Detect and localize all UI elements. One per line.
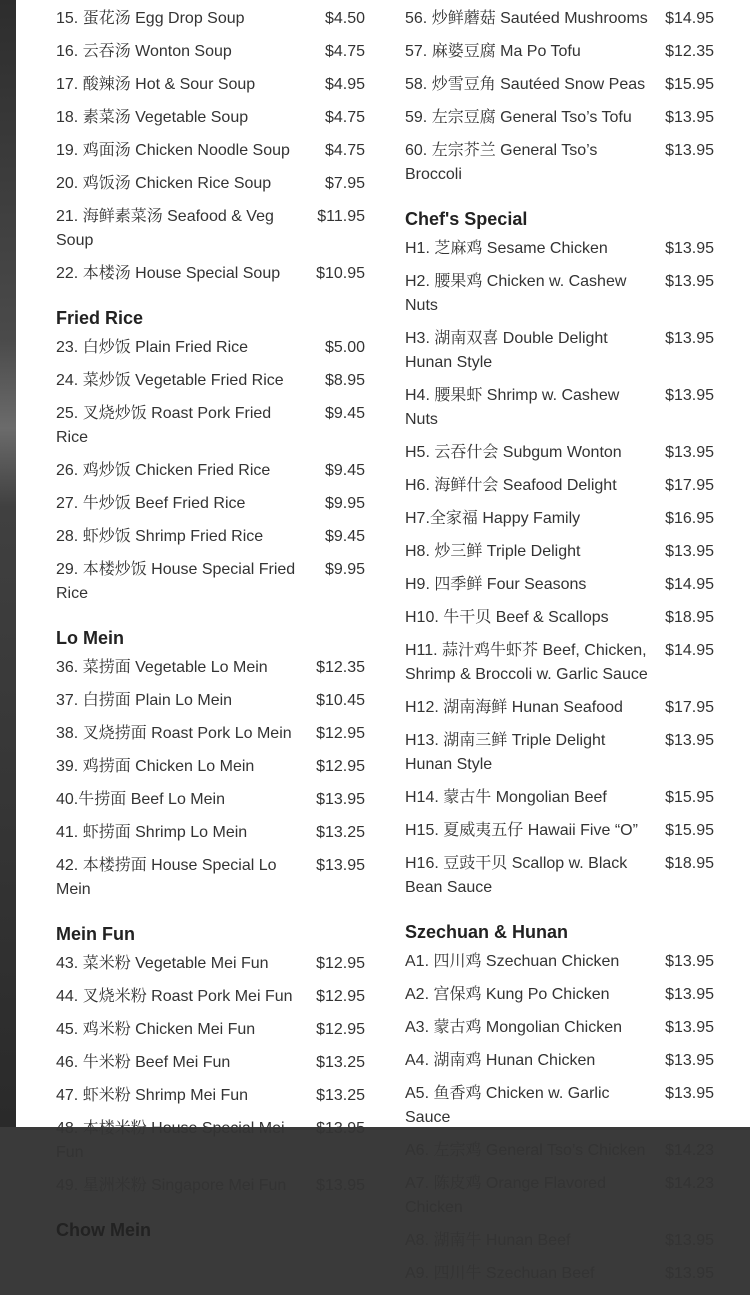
- menu-item-name: 28. 虾炒饭 Shrimp Fried Rice: [56, 528, 264, 545]
- menu-item-price: $13.25: [316, 824, 365, 841]
- menu-item-price: $13.95: [316, 791, 365, 808]
- menu-item: [405, 573, 714, 606]
- menu-item: [405, 1229, 714, 1262]
- menu-column-right: [405, 7, 714, 1295]
- menu-item-price: $13.95: [665, 273, 714, 290]
- menu-item-name: H12. 湖南海鲜 Hunan Seafood: [405, 699, 623, 716]
- menu-item: [405, 540, 714, 573]
- menu-item-name: 57. 麻婆豆腐 Ma Po Tofu: [405, 43, 581, 60]
- menu-item-name: A9. 四川牛 Szechuan Beef: [405, 1265, 595, 1282]
- menu-page: [16, 0, 750, 1282]
- menu-item: [405, 786, 714, 819]
- menu-item-price: $11.95: [317, 208, 365, 225]
- menu-item: [56, 40, 365, 73]
- menu-item: [405, 139, 714, 196]
- menu-item-name: 44. 叉烧米粉 Roast Pork Mei Fun: [56, 988, 293, 1005]
- menu-item-price: $13.95: [665, 1232, 714, 1249]
- section-title: Lo Mein: [56, 628, 124, 648]
- menu-item: [56, 369, 365, 402]
- menu-item-name: A5. 鱼香鸡 Chicken w. Garlic Sauce: [405, 1085, 610, 1126]
- menu-item: [56, 172, 365, 205]
- menu-item-price: $8.95: [324, 372, 365, 389]
- menu-item-name: 36. 菜捞面 Vegetable Lo Mein: [56, 659, 268, 676]
- menu-item-price: $13.95: [665, 444, 714, 461]
- menu-item-name: A7. 陈皮鸡 Orange Flavored Chicken: [405, 1175, 606, 1216]
- menu-item-price: $13.95: [665, 142, 714, 159]
- menu-item: [405, 606, 714, 639]
- menu-item: [405, 1082, 714, 1139]
- menu-item: [56, 821, 365, 854]
- menu-item-price: $14.95: [665, 642, 714, 659]
- menu-item-name: A6. 左宗鸡 General Tso’s Chicken: [405, 1142, 646, 1159]
- menu-item: [405, 327, 714, 384]
- menu-item: [405, 73, 714, 106]
- menu-item: [56, 656, 365, 689]
- menu-item: [405, 270, 714, 327]
- menu-item-price: $13.95: [665, 330, 714, 347]
- menu-item-name: H14. 蒙古牛 Mongolian Beef: [405, 789, 607, 806]
- menu-item-price: $13.95: [665, 732, 714, 749]
- menu-item-price: $17.95: [665, 477, 714, 494]
- menu-item-price: $10.95: [316, 265, 365, 282]
- menu-item-name: 25. 叉烧炒饭 Roast Pork Fried Rice: [56, 405, 272, 446]
- section-title: Mein Fun: [56, 924, 135, 944]
- menu-item-name: 20. 鸡饭汤 Chicken Rice Soup: [56, 175, 272, 192]
- menu-item: [405, 696, 714, 729]
- menu-item: [56, 1174, 365, 1207]
- menu-item-price: $4.75: [324, 142, 365, 159]
- menu-item-name: 48. 本楼米粉 House Special Mei Fun: [56, 1120, 285, 1161]
- menu-item-name: 49. 星洲米粉 Singapore Mei Fun: [56, 1177, 287, 1194]
- menu-item-price: $13.95: [316, 1120, 365, 1137]
- menu-item: [56, 722, 365, 755]
- menu-item-name: H8. 炒三鲜 Triple Delight: [405, 543, 581, 560]
- menu-item: [56, 73, 365, 106]
- menu-item: [56, 1117, 365, 1174]
- menu-item-price: $15.95: [665, 822, 714, 839]
- menu-item: [56, 402, 365, 459]
- menu-item-name: H10. 牛干贝 Beef & Scallops: [405, 609, 609, 626]
- menu-item-price: $15.95: [665, 76, 714, 93]
- menu-item-name: 24. 菜炒饭 Vegetable Fried Rice: [56, 372, 284, 389]
- menu-item-price: $16.95: [665, 510, 714, 527]
- menu-item: [56, 985, 365, 1018]
- menu-item-name: 18. 素菜汤 Vegetable Soup: [56, 109, 249, 126]
- menu-item: [405, 852, 714, 909]
- menu-item: [56, 854, 365, 911]
- menu-item: [405, 1049, 714, 1082]
- menu-item-name: 21. 海鲜素菜汤 Seafood & Veg Soup: [56, 208, 274, 249]
- menu-item-price: $13.25: [316, 1054, 365, 1071]
- menu-item-price: $12.95: [316, 758, 365, 775]
- menu-item: [405, 983, 714, 1016]
- menu-item: [56, 1051, 365, 1084]
- menu-item: [405, 106, 714, 139]
- menu-item: [405, 507, 714, 540]
- menu-item-price: $13.95: [665, 1085, 714, 1102]
- menu-item-price: $13.95: [665, 543, 714, 560]
- menu-item: [405, 1262, 714, 1295]
- menu-item-name: 43. 菜米粉 Vegetable Mei Fun: [56, 955, 269, 972]
- menu-item-name: 60. 左宗芥兰 General Tso’s Broccoli: [405, 142, 598, 183]
- menu-item-price: $14.95: [665, 576, 714, 593]
- menu-item-name: 37. 白捞面 Plain Lo Mein: [56, 692, 233, 709]
- menu-item-price: $13.95: [665, 953, 714, 970]
- menu-item-name: 17. 酸辣汤 Hot & Sour Soup: [56, 76, 256, 93]
- menu-item-name: 56. 炒鲜蘑菇 Sautéed Mushrooms: [405, 10, 648, 27]
- menu-item-name: 15. 蛋花汤 Egg Drop Soup: [56, 10, 245, 27]
- menu-item-price: $9.45: [324, 462, 365, 479]
- menu-item-name: H11. 蒜汁鸡牛虾芥 Beef, Chicken, Shrimp & Broccoli w. Garlic Sauce: [405, 642, 648, 683]
- menu-item-price: $9.95: [324, 495, 365, 512]
- menu-item-price: $17.95: [665, 699, 714, 716]
- menu-item-name: A4. 湖南鸡 Hunan Chicken: [405, 1052, 596, 1069]
- menu-item: [405, 639, 714, 696]
- menu-item: [405, 1016, 714, 1049]
- menu-item-name: A3. 蒙古鸡 Mongolian Chicken: [405, 1019, 622, 1036]
- menu-item-price: $12.95: [316, 725, 365, 742]
- menu-item-name: A1. 四川鸡 Szechuan Chicken: [405, 953, 620, 970]
- menu-item: [56, 459, 365, 492]
- menu-item: [405, 1139, 714, 1172]
- menu-item-name: A8. 湖南牛 Hunan Beef: [405, 1232, 571, 1249]
- menu-item-name: H4. 腰果虾 Shrimp w. Cashew Nuts: [405, 387, 620, 428]
- menu-item: [56, 689, 365, 722]
- section-title: Szechuan & Hunan: [405, 922, 569, 942]
- menu-item: [405, 729, 714, 786]
- menu-item: [56, 1084, 365, 1117]
- menu-item-price: $4.50: [324, 10, 365, 27]
- menu-item-price: $9.95: [324, 561, 365, 578]
- menu-item-name: 42. 本楼捞面 House Special Lo Mein: [56, 857, 277, 898]
- menu-item-price: $9.45: [324, 528, 365, 545]
- menu-item: [405, 441, 714, 474]
- menu-item-price: $10.45: [316, 692, 365, 709]
- menu-item-name: H5. 云吞什会 Subgum Wonton: [405, 444, 622, 461]
- menu-item-name: 40.牛捞面 Beef Lo Mein: [56, 791, 225, 808]
- menu-item: [405, 1172, 714, 1229]
- menu-item-price: $13.95: [665, 986, 714, 1003]
- menu-item-price: $9.45: [324, 405, 365, 422]
- menu-item: [56, 952, 365, 985]
- menu-item-price: $13.95: [665, 240, 714, 257]
- menu-item-name: 38. 叉烧捞面 Roast Pork Lo Mein: [56, 725, 292, 742]
- menu-item-price: $5.00: [324, 339, 365, 356]
- menu-item-price: $13.95: [665, 1265, 714, 1282]
- menu-item-name: H3. 湖南双喜 Double Delight Hunan Style: [405, 330, 608, 371]
- menu-item: [56, 7, 365, 40]
- menu-item-price: $7.95: [324, 175, 365, 192]
- menu-item-price: $18.95: [665, 855, 714, 872]
- menu-item-name: 47. 虾米粉 Shrimp Mei Fun: [56, 1087, 249, 1104]
- menu-item-price: $4.75: [324, 43, 365, 60]
- menu-item-price: $13.95: [316, 857, 365, 874]
- menu-item-price: $4.95: [324, 76, 365, 93]
- menu-item: [56, 492, 365, 525]
- menu-item-name: H13. 湖南三鲜 Triple Delight Hunan Style: [405, 732, 606, 773]
- menu-item-name: 29. 本楼炒饭 House Special Fried Rice: [56, 561, 296, 602]
- menu-item-price: $14.23: [665, 1142, 714, 1159]
- menu-item-price: $13.95: [316, 1177, 365, 1194]
- menu-item: [405, 237, 714, 270]
- menu-item-name: 58. 炒雪豆角 Sautéed Snow Peas: [405, 76, 646, 93]
- menu-item-name: H7.全家福 Happy Family: [405, 510, 581, 527]
- menu-item: [405, 474, 714, 507]
- menu-item: [56, 525, 365, 558]
- menu-item-name: 41. 虾捞面 Shrimp Lo Mein: [56, 824, 248, 841]
- section-title: Chef's Special: [405, 209, 528, 229]
- menu-item-name: 22. 本楼汤 House Special Soup: [56, 265, 281, 282]
- menu-item: [56, 755, 365, 788]
- menu-item-price: $15.95: [665, 789, 714, 806]
- menu-item-price: $13.95: [665, 109, 714, 126]
- menu-item-name: 26. 鸡炒饭 Chicken Fried Rice: [56, 462, 271, 479]
- menu-item: [405, 7, 714, 40]
- menu-item-name: 39. 鸡捞面 Chicken Lo Mein: [56, 758, 255, 775]
- section-title: Chow Mein: [56, 1220, 151, 1240]
- menu-item: [405, 384, 714, 441]
- menu-item-price: $4.75: [324, 109, 365, 126]
- menu-item-name: 16. 云吞汤 Wonton Soup: [56, 43, 232, 60]
- menu-item-name: H15. 夏威夷五仔 Hawaii Five “O”: [405, 822, 638, 839]
- menu-item-price: $18.95: [665, 609, 714, 626]
- menu-item-price: $14.95: [665, 10, 714, 27]
- menu-item-name: 59. 左宗豆腐 General Tso’s Tofu: [405, 109, 632, 126]
- menu-item: [56, 1018, 365, 1051]
- menu-item-price: $13.95: [665, 387, 714, 404]
- menu-item-price: $13.95: [665, 1052, 714, 1069]
- menu-column-left: [56, 7, 365, 1248]
- menu-item-price: $13.25: [316, 1087, 365, 1104]
- menu-item: [56, 205, 365, 262]
- menu-item-name: H9. 四季鲜 Four Seasons: [405, 576, 587, 593]
- menu-item: [405, 950, 714, 983]
- menu-item: [405, 819, 714, 852]
- menu-item: [56, 336, 365, 369]
- menu-item: [56, 106, 365, 139]
- menu-item-price: $13.95: [665, 1019, 714, 1036]
- menu-item-name: 19. 鸡面汤 Chicken Noodle Soup: [56, 142, 290, 159]
- background-edge: [0, 0, 16, 1127]
- menu-item-name: H1. 芝麻鸡 Sesame Chicken: [405, 240, 608, 257]
- menu-item-price: $12.95: [316, 1021, 365, 1038]
- menu-item-name: H16. 豆豉干贝 Scallop w. Black Bean Sauce: [405, 855, 628, 896]
- menu-item-name: H6. 海鲜什会 Seafood Delight: [405, 477, 617, 494]
- menu-item-price: $12.95: [316, 988, 365, 1005]
- menu-item-price: $12.35: [665, 43, 714, 60]
- section-title: Fried Rice: [56, 308, 144, 328]
- menu-item-price: $12.95: [316, 955, 365, 972]
- menu-item-price: $14.23: [665, 1175, 714, 1192]
- menu-item-price: $12.35: [316, 659, 365, 676]
- menu-item: [405, 40, 714, 73]
- menu-item: [56, 139, 365, 172]
- menu-item: [56, 788, 365, 821]
- menu-item-name: 46. 牛米粉 Beef Mei Fun: [56, 1054, 231, 1071]
- menu-item-name: 23. 白炒饭 Plain Fried Rice: [56, 339, 249, 356]
- menu-item: [56, 262, 365, 295]
- menu-item-name: 27. 牛炒饭 Beef Fried Rice: [56, 495, 246, 512]
- menu-item: [56, 558, 365, 615]
- menu-item-name: 45. 鸡米粉 Chicken Mei Fun: [56, 1021, 256, 1038]
- menu-item-name: H2. 腰果鸡 Chicken w. Cashew Nuts: [405, 273, 627, 314]
- menu-item-name: A2. 宫保鸡 Kung Po Chicken: [405, 986, 610, 1003]
